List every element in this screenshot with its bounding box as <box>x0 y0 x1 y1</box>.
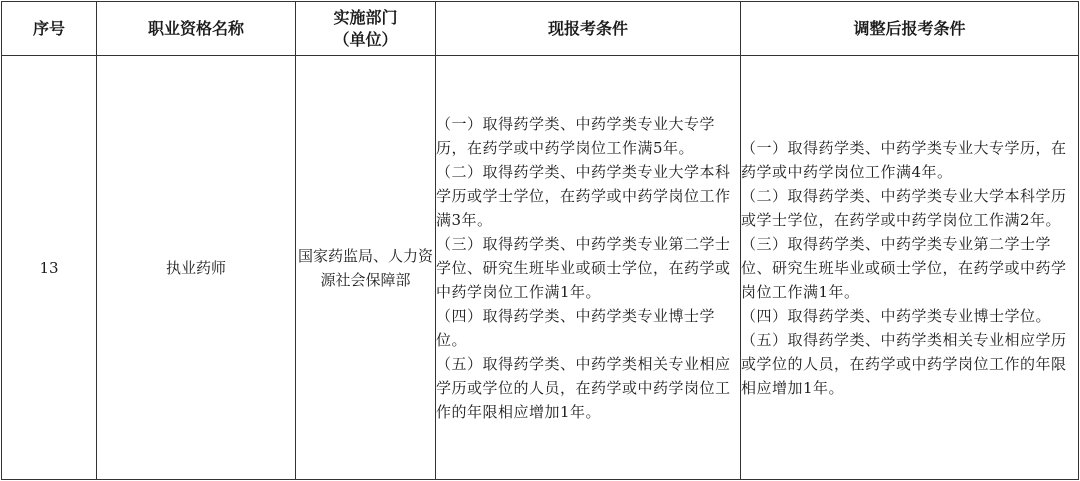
current-condition-3: （三）取得药学类、中药学类专业第二学士学位、研究生班毕业或硕士学位，在药学或中药学岗位工作满1年。 <box>436 234 731 301</box>
header-current-conditions: 现报考条件 <box>436 2 741 56</box>
header-department-line1: 实施部门 <box>333 7 398 27</box>
current-condition-5: （五）取得药学类、中药学类相关专业相应学历或学位的人员，在药学或中药学岗位工作的年限相应增加1年。 <box>436 354 731 421</box>
current-condition-4: （四）取得药学类、中药学类专业博士学位。 <box>436 306 716 349</box>
cell-serial-number: 13 <box>2 56 97 480</box>
cell-adjusted-conditions <box>741 56 1079 480</box>
table-row <box>2 56 1079 480</box>
header-serial-number: 序号 <box>2 2 97 56</box>
header-department-line2: （单位） <box>333 29 398 49</box>
adjusted-condition-3: （三）取得药学类、中药学类专业第二学士学位、研究生班毕业或硕士学位，在药学或中药学岗位工作满1年。 <box>741 234 1067 301</box>
header-row <box>2 2 1079 56</box>
header-adjusted-conditions: 调整后报考条件 <box>741 2 1079 56</box>
cell-current-conditions <box>436 56 741 480</box>
adjusted-condition-4: （四）取得药学类、中药学类专业博士学位。 <box>741 306 1052 325</box>
cell-qualification-name: 执业药师 <box>97 56 296 480</box>
header-department <box>296 2 436 56</box>
cell-department: 国家药监局、人力资源社会保障部 <box>296 56 436 480</box>
qualification-table <box>1 1 1079 480</box>
current-condition-1: （一）取得药学类、中药学类专业大专学历，在药学或中药学岗位工作满5年。 <box>436 114 716 157</box>
adjusted-condition-5: （五）取得药学类、中药学类相关专业相应学历或学位的人员，在药学或中药学岗位工作的年限相应增加1年。 <box>741 330 1067 397</box>
adjusted-condition-2: （二）取得药学类、中药学类专业大学本科学历或学士学位，在药学或中药学岗位工作满2年。 <box>741 186 1067 229</box>
current-condition-2: （二）取得药学类、中药学类专业大学本科学历或学士学位，在药学或中药学岗位工作满3年。 <box>436 162 731 229</box>
adjusted-condition-1: （一）取得药学类、中药学类专业大专学历，在药学或中药学岗位工作满4年。 <box>741 138 1067 181</box>
header-qualification-name: 职业资格名称 <box>97 2 296 56</box>
